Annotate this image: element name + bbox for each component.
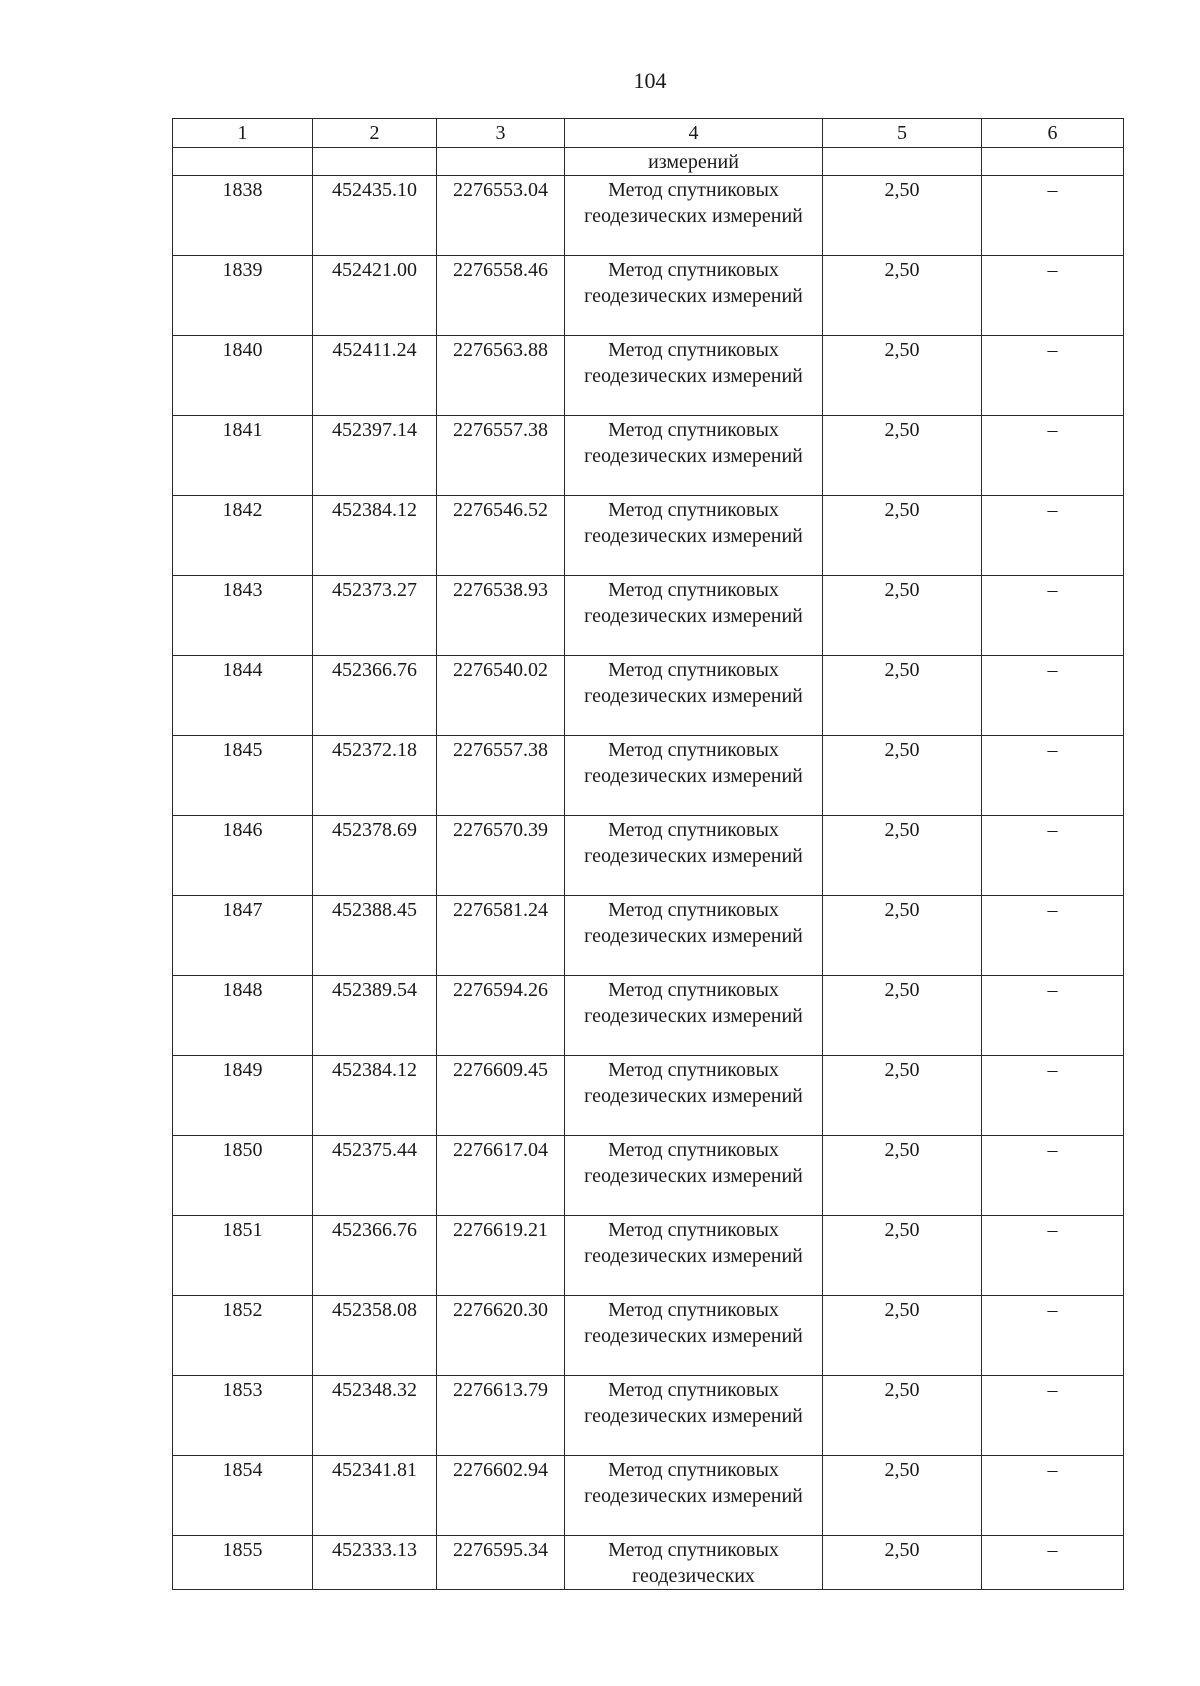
accuracy-cell: 2,50	[823, 1456, 982, 1536]
table-row	[173, 1136, 1124, 1216]
column-header-6: 6	[982, 119, 1124, 148]
point-number-cell: 1846	[173, 816, 313, 896]
x-coordinate-cell: 452384.12	[313, 1056, 437, 1136]
point-number-cell: 1849	[173, 1056, 313, 1136]
point-number-cell: 1845	[173, 736, 313, 816]
table-row	[173, 336, 1124, 416]
y-coordinate-cell: 2276602.94	[437, 1456, 565, 1536]
table-row	[173, 1456, 1124, 1536]
x-coordinate-cell: 452341.81	[313, 1456, 437, 1536]
table-row	[173, 656, 1124, 736]
note-cell: –	[982, 656, 1124, 736]
table-row	[173, 976, 1124, 1056]
method-cell: Метод спутниковых геодезических измерений	[565, 1136, 823, 1216]
method-cell: Метод спутниковых геодезических измерений	[565, 576, 823, 656]
table-row	[173, 176, 1124, 256]
table-cell	[437, 148, 565, 176]
y-coordinate-cell: 2276558.46	[437, 256, 565, 336]
y-coordinate-cell: 2276620.30	[437, 1296, 565, 1376]
x-coordinate-cell: 452375.44	[313, 1136, 437, 1216]
point-number-cell: 1842	[173, 496, 313, 576]
table-header-row	[173, 119, 1124, 148]
column-header-3: 3	[437, 119, 565, 148]
table-row	[173, 1216, 1124, 1296]
method-cell: Метод спутниковых геодезических измерений	[565, 896, 823, 976]
y-coordinate-cell: 2276581.24	[437, 896, 565, 976]
accuracy-cell: 2,50	[823, 1136, 982, 1216]
table-row	[173, 1296, 1124, 1376]
y-coordinate-cell: 2276553.04	[437, 176, 565, 256]
method-cell: Метод спутниковых геодезических измерений	[565, 336, 823, 416]
note-cell: –	[982, 1376, 1124, 1456]
table-row	[173, 1536, 1124, 1590]
column-header-2: 2	[313, 119, 437, 148]
point-number-cell: 1852	[173, 1296, 313, 1376]
note-cell: –	[982, 336, 1124, 416]
method-cell: Метод спутниковых геодезических измерений	[565, 256, 823, 336]
y-coordinate-cell: 2276594.26	[437, 976, 565, 1056]
accuracy-cell: 2,50	[823, 496, 982, 576]
point-number-cell: 1840	[173, 336, 313, 416]
x-coordinate-cell: 452389.54	[313, 976, 437, 1056]
continuation-row	[173, 148, 1124, 176]
table-row	[173, 416, 1124, 496]
table-cell	[313, 148, 437, 176]
note-cell: –	[982, 416, 1124, 496]
table-row	[173, 1376, 1124, 1456]
point-number-cell: 1855	[173, 1536, 313, 1590]
note-cell: –	[982, 1536, 1124, 1590]
accuracy-cell: 2,50	[823, 1216, 982, 1296]
y-coordinate-cell: 2276609.45	[437, 1056, 565, 1136]
accuracy-cell: 2,50	[823, 1536, 982, 1590]
x-coordinate-cell: 452421.00	[313, 256, 437, 336]
accuracy-cell: 2,50	[823, 656, 982, 736]
x-coordinate-cell: 452435.10	[313, 176, 437, 256]
table-row	[173, 256, 1124, 336]
point-number-cell: 1853	[173, 1376, 313, 1456]
x-coordinate-cell: 452372.18	[313, 736, 437, 816]
accuracy-cell: 2,50	[823, 576, 982, 656]
method-cell: Метод спутниковых геодезических измерений	[565, 1456, 823, 1536]
note-cell: –	[982, 1216, 1124, 1296]
note-cell: –	[982, 1456, 1124, 1536]
y-coordinate-cell: 2276617.04	[437, 1136, 565, 1216]
note-cell: –	[982, 976, 1124, 1056]
accuracy-cell: 2,50	[823, 896, 982, 976]
note-cell: –	[982, 816, 1124, 896]
x-coordinate-cell: 452333.13	[313, 1536, 437, 1590]
x-coordinate-cell: 452366.76	[313, 656, 437, 736]
point-number-cell: 1844	[173, 656, 313, 736]
table-cell	[982, 148, 1124, 176]
method-cell: Метод спутниковых геодезических измерений	[565, 656, 823, 736]
method-cell: Метод спутниковых геодезических измерений	[565, 416, 823, 496]
note-cell: –	[982, 1296, 1124, 1376]
point-number-cell: 1850	[173, 1136, 313, 1216]
table-row	[173, 496, 1124, 576]
method-cell: Метод спутниковых геодезических измерений	[565, 1056, 823, 1136]
note-cell: –	[982, 256, 1124, 336]
point-number-cell: 1847	[173, 896, 313, 976]
note-cell: –	[982, 896, 1124, 976]
y-coordinate-cell: 2276619.21	[437, 1216, 565, 1296]
x-coordinate-cell: 452358.08	[313, 1296, 437, 1376]
method-cell: Метод спутниковых геодезических измерений	[565, 176, 823, 256]
y-coordinate-cell: 2276563.88	[437, 336, 565, 416]
table-cell	[823, 148, 982, 176]
table-row	[173, 1056, 1124, 1136]
method-cell: Метод спутниковых геодезических измерений	[565, 976, 823, 1056]
note-cell: –	[982, 736, 1124, 816]
method-cell: Метод спутниковых геодезических	[565, 1536, 823, 1590]
y-coordinate-cell: 2276595.34	[437, 1536, 565, 1590]
note-cell: –	[982, 1056, 1124, 1136]
method-cell: Метод спутниковых геодезических измерений	[565, 1376, 823, 1456]
point-number-cell: 1851	[173, 1216, 313, 1296]
column-header-1: 1	[173, 119, 313, 148]
x-coordinate-cell: 452388.45	[313, 896, 437, 976]
accuracy-cell: 2,50	[823, 1296, 982, 1376]
note-cell: –	[982, 1136, 1124, 1216]
page-number: 104	[633, 68, 667, 93]
accuracy-cell: 2,50	[823, 256, 982, 336]
y-coordinate-cell: 2276546.52	[437, 496, 565, 576]
accuracy-cell: 2,50	[823, 736, 982, 816]
method-cell: Метод спутниковых геодезических измерений	[565, 496, 823, 576]
accuracy-cell: 2,50	[823, 976, 982, 1056]
table-cell	[173, 148, 313, 176]
table-row	[173, 816, 1124, 896]
x-coordinate-cell: 452373.27	[313, 576, 437, 656]
point-number-cell: 1854	[173, 1456, 313, 1536]
table-row	[173, 576, 1124, 656]
method-cell: Метод спутниковых геодезических измерений	[565, 816, 823, 896]
accuracy-cell: 2,50	[823, 1056, 982, 1136]
point-number-cell: 1839	[173, 256, 313, 336]
note-cell: –	[982, 496, 1124, 576]
x-coordinate-cell: 452384.12	[313, 496, 437, 576]
table-row	[173, 736, 1124, 816]
x-coordinate-cell: 452397.14	[313, 416, 437, 496]
point-number-cell: 1838	[173, 176, 313, 256]
method-cell: Метод спутниковых геодезических измерений	[565, 1216, 823, 1296]
y-coordinate-cell: 2276540.02	[437, 656, 565, 736]
accuracy-cell: 2,50	[823, 176, 982, 256]
method-cell: Метод спутниковых геодезических измерений	[565, 1296, 823, 1376]
note-cell: –	[982, 176, 1124, 256]
point-number-cell: 1843	[173, 576, 313, 656]
table-row	[173, 896, 1124, 976]
x-coordinate-cell: 452378.69	[313, 816, 437, 896]
x-coordinate-cell: 452348.32	[313, 1376, 437, 1456]
method-continuation-cell: измерений	[565, 148, 823, 176]
y-coordinate-cell: 2276613.79	[437, 1376, 565, 1456]
coordinates-table	[172, 118, 1124, 1590]
point-number-cell: 1848	[173, 976, 313, 1056]
column-header-4: 4	[565, 119, 823, 148]
accuracy-cell: 2,50	[823, 816, 982, 896]
y-coordinate-cell: 2276557.38	[437, 416, 565, 496]
y-coordinate-cell: 2276570.39	[437, 816, 565, 896]
column-header-5: 5	[823, 119, 982, 148]
y-coordinate-cell: 2276557.38	[437, 736, 565, 816]
note-cell: –	[982, 576, 1124, 656]
accuracy-cell: 2,50	[823, 416, 982, 496]
y-coordinate-cell: 2276538.93	[437, 576, 565, 656]
x-coordinate-cell: 452366.76	[313, 1216, 437, 1296]
method-cell: Метод спутниковых геодезических измерений	[565, 736, 823, 816]
accuracy-cell: 2,50	[823, 1376, 982, 1456]
accuracy-cell: 2,50	[823, 336, 982, 416]
point-number-cell: 1841	[173, 416, 313, 496]
x-coordinate-cell: 452411.24	[313, 336, 437, 416]
